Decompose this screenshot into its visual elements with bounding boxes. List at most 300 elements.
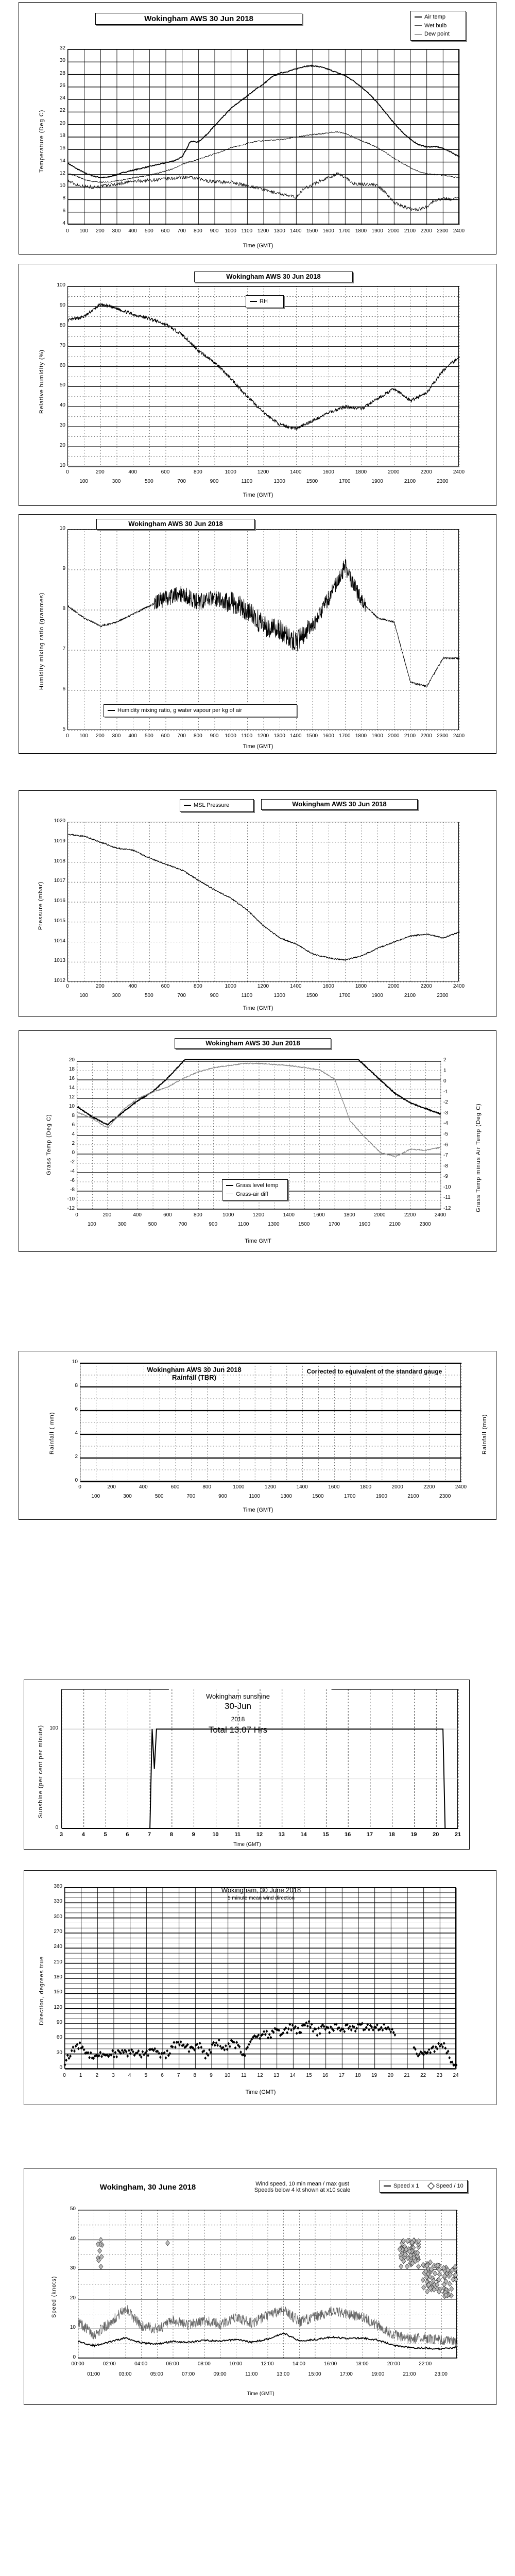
x-tick: 800 <box>193 469 202 475</box>
x-tick: 2000 <box>391 1484 403 1490</box>
legend-wind-speed[interactable] <box>380 2180 468 2193</box>
y-tick: 16 <box>59 145 65 151</box>
x-axis-label-pressure: Time (GMT) <box>243 1005 273 1011</box>
x-tick: 0 <box>66 733 69 739</box>
y-tick: -4 <box>70 1168 75 1174</box>
plot-area-wind-direction <box>64 1887 456 2069</box>
x-tick: 500 <box>148 1222 157 1227</box>
y-tick: 100 <box>49 1725 58 1732</box>
y-tick: -12 <box>67 1206 75 1211</box>
legend-item-rh[interactable]: RH <box>250 297 280 306</box>
y-tick: 60 <box>59 362 65 368</box>
legend-item-air-temp[interactable]: Air temp <box>415 13 462 22</box>
y-tick-right: -7 <box>443 1153 448 1159</box>
y-tick: 0 <box>73 2354 76 2360</box>
x-tick: 1300 <box>268 1222 280 1227</box>
x-tick: 2 <box>95 2073 99 2078</box>
x-tick: 500 <box>144 733 153 739</box>
x-tick: 1100 <box>241 228 253 234</box>
y-tick: 18 <box>68 1066 75 1072</box>
x-tick: 100 <box>79 228 88 234</box>
y-tick: 28 <box>59 70 65 76</box>
x-tick: 4 <box>81 1832 85 1838</box>
y-tick: 40 <box>70 2235 76 2242</box>
x-tick: 1900 <box>371 733 383 739</box>
x-tick: 1100 <box>237 1222 249 1227</box>
y-tick: 2 <box>72 1141 75 1146</box>
y-tick-right: -3 <box>443 1110 448 1116</box>
x-tick: 02:00 <box>102 2361 116 2367</box>
y-tick: 1017 <box>54 878 65 884</box>
x-tick: 1800 <box>355 984 367 989</box>
x-tick: 2300 <box>439 1494 451 1499</box>
x-axis-label-mixing-ratio: Time (GMT) <box>243 743 273 750</box>
title-text: Wokingham AWS 30 Jun 2018 <box>144 14 253 23</box>
x-tick: 19 <box>371 2073 377 2078</box>
x-tick: 17 <box>366 1832 373 1838</box>
y-tick: 240 <box>54 1944 62 1950</box>
y-tick: 90 <box>59 302 65 308</box>
x-tick: 14 <box>289 2073 296 2078</box>
plot-area-temperature <box>67 49 459 224</box>
y-tick: 1014 <box>54 938 65 944</box>
wind-speed-plot-svg <box>78 2210 457 2359</box>
x-tick: 1200 <box>257 984 269 989</box>
y-tick: 360 <box>54 1884 62 1889</box>
x-tick: 22:00 <box>419 2361 432 2367</box>
y-tick: 6 <box>72 1122 75 1128</box>
x-tick: 19 <box>410 1832 417 1838</box>
x-tick: 1900 <box>371 479 383 484</box>
plot-area-wind-speed <box>78 2210 457 2358</box>
x-tick: 1500 <box>306 479 318 484</box>
line-swatch-icon <box>415 25 422 26</box>
x-tick: 1300 <box>273 733 285 739</box>
x-tick: 0 <box>78 1484 81 1490</box>
x-tick: 1300 <box>280 1494 292 1499</box>
y-tick: 7 <box>62 646 65 652</box>
x-tick: 3 <box>112 2073 115 2078</box>
x-tick: 1900 <box>371 993 383 998</box>
wind-speed-subtitle-line1: Wind speed, 10 min mean / max gust <box>255 2181 349 2187</box>
y-tick: 330 <box>54 1899 62 1905</box>
legend-mixing-ratio[interactable] <box>104 704 297 717</box>
y-tick: 32 <box>59 45 65 51</box>
x-tick: 2400 <box>453 228 465 234</box>
x-tick: 2000 <box>388 733 400 739</box>
y-axis-label-wind-speed: Speed (knots) <box>51 2276 57 2318</box>
x-tick: 11:00 <box>245 2371 258 2377</box>
x-tick: 1200 <box>257 228 269 234</box>
y-tick-right: -10 <box>443 1184 451 1190</box>
x-tick: 22 <box>420 2073 426 2078</box>
x-tick: 1200 <box>252 1212 265 1218</box>
chart-title-rainfall <box>122 1366 266 1381</box>
y-tick: 18 <box>59 133 65 139</box>
plot-area-humidity <box>67 286 459 466</box>
y-tick: 4 <box>62 221 65 226</box>
y-tick: 0 <box>75 1478 78 1483</box>
y-tick: 210 <box>54 1959 62 1965</box>
x-tick: 1800 <box>344 1212 355 1218</box>
x-tick: 1000 <box>225 733 236 739</box>
x-tick: 21 <box>454 1832 461 1838</box>
x-tick: 0 <box>63 2073 66 2078</box>
y-tick: 90 <box>56 2020 62 2025</box>
x-tick: 800 <box>193 228 202 234</box>
x-tick: 11 <box>234 1832 241 1838</box>
x-tick: 6 <box>161 2073 164 2078</box>
x-tick: 21 <box>404 2073 410 2078</box>
x-tick: 13 <box>278 1832 285 1838</box>
x-tick: 500 <box>144 479 153 484</box>
x-tick: 1500 <box>312 1494 324 1499</box>
legend-temperature[interactable] <box>410 11 466 41</box>
x-axis-label-rainfall: Time (GMT) <box>243 1507 273 1513</box>
y-tick: 1012 <box>54 978 65 984</box>
x-tick: 300 <box>112 993 121 998</box>
chart-title-wind-direction <box>179 1886 344 1901</box>
x-tick: 900 <box>210 228 219 234</box>
x-tick: 1700 <box>339 733 351 739</box>
x-axis-label-wind-direction: Time (GMT) <box>245 2089 276 2095</box>
legend-item-mixing-ratio[interactable]: Humidity mixing ratio, g water vapour per kg of air <box>108 706 293 715</box>
x-tick: 07:00 <box>182 2371 195 2377</box>
x-tick: 2400 <box>453 469 465 475</box>
y-tick: 180 <box>54 1974 62 1980</box>
x-tick: 1400 <box>296 1484 308 1490</box>
legend-item-speed-x1[interactable]: Speed x 1 <box>384 2182 419 2191</box>
y-tick: 40 <box>59 402 65 409</box>
y-tick: 10 <box>68 1104 75 1109</box>
diamond-marker-icon <box>427 2182 434 2190</box>
y-axis-label-temperature: Temperature (Deg C) <box>39 109 45 173</box>
x-tick: 1900 <box>371 228 383 234</box>
legend-pressure[interactable] <box>180 799 254 812</box>
plot-area-mixing-ratio <box>67 529 459 730</box>
y-tick: 12 <box>59 170 65 176</box>
x-tick: 04:00 <box>134 2361 148 2367</box>
x-tick: 3 <box>59 1832 63 1838</box>
x-tick: 2000 <box>388 228 400 234</box>
x-tick: 1400 <box>290 984 302 989</box>
x-tick: 9 <box>192 1832 195 1838</box>
x-tick: 18 <box>388 1832 395 1838</box>
x-tick: 2100 <box>404 228 416 234</box>
y-tick: 20 <box>68 1057 75 1063</box>
y-tick-right: -8 <box>443 1163 448 1169</box>
x-tick: 2100 <box>407 1494 419 1499</box>
x-tick: 03:00 <box>118 2371 132 2377</box>
x-tick: 1200 <box>257 733 269 739</box>
sunshine-title-line4: Total 13.07 Hrs <box>208 1725 268 1735</box>
x-tick: 700 <box>178 1222 187 1227</box>
x-tick: 6 <box>126 1832 129 1838</box>
x-tick: 1900 <box>358 1222 371 1227</box>
x-tick: 400 <box>128 469 137 475</box>
plot-area-pressure <box>67 822 459 981</box>
x-tick: 16:00 <box>324 2361 337 2367</box>
x-tick: 7 <box>177 2073 180 2078</box>
y-tick: 1016 <box>54 898 65 904</box>
x-tick: 2400 <box>455 1484 467 1490</box>
y-tick: 60 <box>56 2035 62 2041</box>
x-tick: 05:00 <box>150 2371 163 2377</box>
x-tick: 1100 <box>241 993 253 998</box>
x-tick: 12 <box>257 2073 263 2078</box>
x-tick: 2000 <box>374 1212 386 1218</box>
x-tick: 21:00 <box>403 2371 416 2377</box>
humidity-plot-svg <box>68 286 459 467</box>
x-tick: 1700 <box>328 1222 340 1227</box>
y-tick: 1015 <box>54 918 65 924</box>
x-tick: 200 <box>102 1212 112 1218</box>
x-tick: 24 <box>453 2073 459 2078</box>
legend-item-grass-level-temp[interactable]: Grass level temp <box>226 1181 284 1190</box>
mixing-ratio-plot-svg <box>68 530 459 731</box>
legend-item-speed-div10[interactable]: Speed / 10 <box>428 2182 464 2191</box>
y-tick: 8 <box>62 606 65 612</box>
y-axis-label-grass-temp: Grass Temp (Deg C) <box>46 1114 52 1175</box>
x-tick: 100 <box>79 993 88 998</box>
y-tick: 1019 <box>54 838 65 844</box>
legend-grass-temp[interactable] <box>222 1179 288 1200</box>
x-tick: 1800 <box>355 733 367 739</box>
x-tick: 1500 <box>298 1222 310 1227</box>
x-tick: 100 <box>79 733 88 739</box>
x-tick: 400 <box>133 1212 142 1218</box>
y-axis-label-pressure: Pressure (mbar) <box>38 881 44 930</box>
x-tick: 100 <box>88 1222 96 1227</box>
x-tick: 700 <box>177 228 186 234</box>
y-tick-right: 2 <box>443 1057 447 1063</box>
rainfall-title-line1: Wokingham AWS 30 Jun 2018 <box>147 1366 242 1374</box>
chart-panel-humidity <box>19 264 496 506</box>
x-tick: 1600 <box>313 1212 325 1218</box>
x-tick: 300 <box>123 1494 132 1499</box>
legend-item-wet-bulb[interactable]: Wet bulb <box>415 22 462 30</box>
y-tick: -10 <box>67 1196 75 1202</box>
rainfall-annotation: Corrected to equivalent of the standard gauge <box>306 1368 442 1375</box>
x-tick: 1700 <box>339 479 351 484</box>
x-tick: 5 <box>104 1832 107 1838</box>
x-tick: 100 <box>79 479 88 484</box>
x-tick: 1100 <box>249 1494 260 1499</box>
sunshine-title-line3: 2018 <box>231 1716 245 1723</box>
x-tick: 1100 <box>241 479 253 484</box>
wind-speed-subtitle <box>235 2181 369 2193</box>
x-tick: 20:00 <box>387 2361 400 2367</box>
x-tick: 200 <box>95 228 105 234</box>
wind-direction-plot-svg <box>65 1888 456 2069</box>
x-tick: 1800 <box>355 228 367 234</box>
x-tick: 7 <box>148 1832 151 1838</box>
pressure-plot-svg <box>68 822 459 982</box>
x-tick: 2300 <box>437 479 449 484</box>
x-tick: 2200 <box>404 1212 416 1218</box>
x-tick: 08:00 <box>197 2361 211 2367</box>
x-tick: 15 <box>306 2073 312 2078</box>
y-tick: 10 <box>59 463 65 468</box>
x-tick: 10 <box>212 1832 219 1838</box>
x-tick: 0 <box>75 1212 78 1218</box>
chart-panel-temperature <box>19 2 496 255</box>
x-tick: 13:00 <box>277 2371 290 2377</box>
x-tick: 2400 <box>453 733 465 739</box>
y-tick: 14 <box>59 158 65 164</box>
x-tick: 2300 <box>437 993 449 998</box>
x-tick: 1300 <box>273 479 285 484</box>
rainfall-title-line2: Rainfall (TBR) <box>172 1374 216 1381</box>
x-tick: 600 <box>161 469 170 475</box>
y-tick: 50 <box>59 382 65 388</box>
line-swatch-icon <box>250 301 257 302</box>
wind-speed-subtitle-line2: Speeds below 4 kt shown at x10 scale <box>254 2187 351 2193</box>
x-tick: 2100 <box>404 479 416 484</box>
y-axis-label-mixing-ratio: Humidity mixing ratio (grammes) <box>39 592 45 690</box>
y-tick-right: 0 <box>443 1078 447 1084</box>
x-tick: 700 <box>186 1494 196 1499</box>
temperature-plot-svg <box>68 49 459 225</box>
chart-title-pressure: Wokingham AWS 30 Jun 2018 <box>261 799 418 810</box>
line-swatch-icon <box>415 34 422 35</box>
y-tick: 0 <box>55 1825 58 1831</box>
x-tick: 700 <box>177 993 186 998</box>
x-tick: 2400 <box>453 984 465 989</box>
x-tick: 1800 <box>359 1484 372 1490</box>
y-tick: 26 <box>59 82 65 89</box>
legend-item-dew-point[interactable]: Dew point <box>415 30 462 39</box>
x-tick: 100 <box>91 1494 100 1499</box>
x-tick: 1000 <box>225 984 236 989</box>
y-tick: 10 <box>59 526 65 531</box>
x-tick: 18 <box>355 2073 361 2078</box>
y-tick: 16 <box>68 1076 75 1081</box>
x-tick: 2300 <box>437 228 449 234</box>
chart-panel-sunshine <box>24 1680 470 1850</box>
x-tick: 2300 <box>419 1222 431 1227</box>
legend-item-grass-air-diff[interactable]: Grass-air diff <box>226 1190 284 1199</box>
y-tick: 1013 <box>54 958 65 964</box>
x-tick: 800 <box>193 1212 202 1218</box>
y-tick: 100 <box>57 282 65 288</box>
x-tick: 700 <box>177 733 186 739</box>
y-tick: 12 <box>68 1094 75 1100</box>
x-tick: 1000 <box>222 1212 234 1218</box>
x-tick: 1400 <box>290 469 302 475</box>
line-swatch-icon <box>415 16 422 18</box>
x-tick: 1600 <box>322 469 334 475</box>
x-tick: 1800 <box>355 469 367 475</box>
y-tick-right: -5 <box>443 1131 448 1137</box>
x-tick: 2200 <box>420 228 432 234</box>
x-tick: 12:00 <box>261 2361 274 2367</box>
x-tick: 800 <box>202 1484 211 1490</box>
x-tick: 1500 <box>306 993 318 998</box>
x-tick: 300 <box>117 1222 127 1227</box>
y-tick-right: -12 <box>443 1206 451 1211</box>
x-tick: 1700 <box>339 228 351 234</box>
x-tick: 4 <box>128 2073 131 2078</box>
x-tick: 2200 <box>420 984 432 989</box>
x-tick: 15:00 <box>308 2371 321 2377</box>
x-tick: 500 <box>144 228 153 234</box>
x-tick: 1400 <box>290 733 302 739</box>
chart-title-wind-speed: Wokingham, 30 June 2018 <box>99 2183 196 2192</box>
wind-direction-subtitle: 5 minute mean wind direction <box>227 1895 295 1901</box>
chart-panel-rainfall <box>19 1351 496 1520</box>
x-tick: 400 <box>128 984 137 989</box>
y-tick: 10 <box>70 2325 76 2331</box>
x-tick: 10:00 <box>229 2361 243 2367</box>
x-tick: 500 <box>154 1494 164 1499</box>
x-tick: 12 <box>256 1832 263 1838</box>
chart-title-humidity: Wokingham AWS 30 Jun 2018 <box>194 272 353 282</box>
x-tick: 200 <box>107 1484 116 1490</box>
chart-title-temperature <box>95 13 302 25</box>
x-tick: 2400 <box>434 1212 447 1218</box>
x-tick: 1000 <box>233 1484 245 1490</box>
x-tick: 20 <box>387 2073 393 2078</box>
x-tick: 800 <box>193 733 202 739</box>
y-tick-right: -9 <box>443 1174 448 1180</box>
x-tick: 01:00 <box>87 2371 100 2377</box>
legend-humidity[interactable] <box>246 295 284 308</box>
y-axis-label-wind-direction: Direction, degrees true <box>39 1956 45 2025</box>
x-tick: 14 <box>300 1832 307 1838</box>
x-tick: 900 <box>210 479 219 484</box>
x-tick: 2200 <box>420 733 432 739</box>
y-tick: 2 <box>75 1454 78 1460</box>
x-tick: 800 <box>193 984 202 989</box>
x-tick: 200 <box>95 733 105 739</box>
y-tick: 0 <box>59 2065 62 2071</box>
x-tick: 600 <box>161 733 170 739</box>
x-tick: 900 <box>209 1222 218 1227</box>
y-tick: 30 <box>70 2265 76 2272</box>
chart-panel-wind-direction <box>24 1870 496 2105</box>
y-axis-label-humidity: Relative humidity (%) <box>39 349 45 414</box>
x-tick: 600 <box>161 228 170 234</box>
x-axis-label-wind-speed: Time (GMT) <box>247 2391 274 2397</box>
x-tick: 13 <box>273 2073 280 2078</box>
y-tick: -2 <box>70 1159 75 1165</box>
y-axis-label-rainfall: Rainfall ( mm) <box>49 1412 55 1454</box>
chart-panel-mixing-ratio <box>19 514 496 754</box>
chart-title-sunshine <box>163 1692 313 1735</box>
y-tick: 8 <box>62 195 65 201</box>
x-tick: 20 <box>433 1832 439 1838</box>
y-tick: 4 <box>72 1131 75 1137</box>
y-tick: 9 <box>62 566 65 571</box>
x-tick: 600 <box>163 1212 172 1218</box>
y-tick: 22 <box>59 108 65 114</box>
legend-item-msl-pressure[interactable]: MSL Pressure <box>184 801 250 810</box>
x-tick: 23 <box>436 2073 442 2078</box>
y-axis-label-right-grass-temp: Grass Temp minus Air Temp (Deg C) <box>475 1103 482 1212</box>
y-tick: 6 <box>62 208 65 214</box>
chart-title-mixing-ratio: Wokingham AWS 30 Jun 2018 <box>96 519 255 530</box>
x-tick: 15 <box>322 1832 329 1838</box>
x-tick: 400 <box>128 733 137 739</box>
x-tick: 500 <box>144 993 153 998</box>
x-axis-label-grass-temp: Time GMT <box>245 1238 271 1244</box>
y-tick: 270 <box>54 1929 62 1935</box>
wind-direction-title: Wokingham, 30 June 2018 <box>221 1886 301 1894</box>
y-tick: 5 <box>62 726 65 732</box>
y-tick: 20 <box>59 443 65 449</box>
x-tick: 400 <box>128 228 137 234</box>
